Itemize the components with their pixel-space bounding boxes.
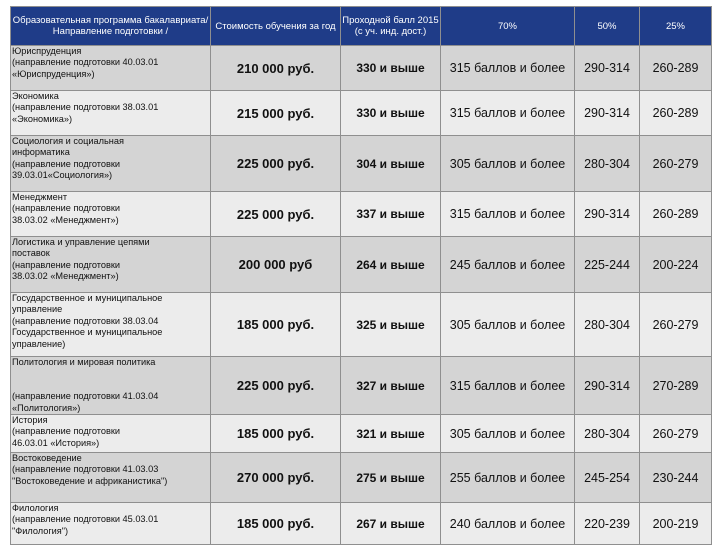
header-pass-score: Проходной балл 2015 (с уч. инд. дост.) [341,7,441,46]
pct70-cell: 240 баллов и более [441,503,575,545]
program-cell: Государственное и муниципальное управление (направление подготовки 38.03.04 Государственное и муниципальное управление) [11,293,211,357]
pct70-cell: 315 баллов и более [441,357,575,415]
pct70-cell: 315 баллов и более [441,192,575,237]
pct50-cell: 290-314 [575,91,640,136]
header-row [11,7,712,46]
program-cell: История (направление подготовки 46.03.01 «История») [11,415,211,453]
pass-score-cell: 321 и выше [341,415,441,453]
pass-score-cell: 330 и выше [341,91,441,136]
pct50-cell: 225-244 [575,237,640,293]
pct70-cell: 305 баллов и более [441,136,575,192]
pass-score-cell: 275 и выше [341,453,441,503]
pass-score-cell: 267 и выше [341,503,441,545]
header-70-percent: 70% [441,7,575,46]
pct70-cell: 315 баллов и более [441,91,575,136]
pct50-cell: 290-314 [575,46,640,91]
header-25-percent: 25% [640,7,712,46]
pct70-cell: 255 баллов и более [441,453,575,503]
table-row [11,46,712,91]
cost-cell: 225 000 руб. [211,192,341,237]
table-row [11,357,712,415]
pct25-cell: 230-244 [640,453,712,503]
cost-cell: 185 000 руб. [211,503,341,545]
cost-cell: 185 000 руб. [211,293,341,357]
table-row [11,503,712,545]
cost-cell: 215 000 руб. [211,91,341,136]
table-row [11,415,712,453]
header-50-percent: 50% [575,7,640,46]
pct50-cell: 245-254 [575,453,640,503]
pass-score-cell: 337 и выше [341,192,441,237]
pct25-cell: 200-224 [640,237,712,293]
table-row [11,237,712,293]
table-row [11,136,712,192]
pct25-cell: 260-289 [640,46,712,91]
pct50-cell: 280-304 [575,293,640,357]
table-row [11,91,712,136]
tuition-table [10,6,712,545]
pass-score-cell: 264 и выше [341,237,441,293]
header-program: Образовательная программа бакалавриата/ Направление подготовки / [11,7,211,46]
pct25-cell: 260-279 [640,136,712,192]
pass-score-cell: 325 и выше [341,293,441,357]
header-cost: Стоимость обучения за год [211,7,341,46]
cost-cell: 185 000 руб. [211,415,341,453]
pass-score-cell: 304 и выше [341,136,441,192]
pct25-cell: 260-289 [640,91,712,136]
pct50-cell: 280-304 [575,136,640,192]
program-cell: Востоковедение (направление подготовки 41.03.03 "Востоковедение и африканистика") [11,453,211,503]
pct25-cell: 200-219 [640,503,712,545]
cost-cell: 225 000 руб. [211,136,341,192]
pass-score-cell: 330 и выше [341,46,441,91]
pct50-cell: 280-304 [575,415,640,453]
table-row [11,192,712,237]
cost-cell: 210 000 руб. [211,46,341,91]
program-cell: Юриспруденция (направление подготовки 40.03.01 «Юриспруденция») [11,46,211,91]
cost-cell: 270 000 руб. [211,453,341,503]
program-cell: Менеджмент (направление подготовки 38.03.02 «Менеджмент») [11,192,211,237]
program-cell: Логистика и управление цепями поставок (направление подготовки 38.03.02 «Менеджмент») [11,237,211,293]
program-cell: Филология (направление подготовки 45.03.01 "Филология") [11,503,211,545]
pct25-cell: 260-279 [640,293,712,357]
pct70-cell: 315 баллов и более [441,46,575,91]
pct70-cell: 305 баллов и более [441,415,575,453]
pass-score-cell: 327 и выше [341,357,441,415]
pct50-cell: 290-314 [575,357,640,415]
pct50-cell: 290-314 [575,192,640,237]
table-row [11,453,712,503]
pct25-cell: 260-289 [640,192,712,237]
pct70-cell: 245 баллов и более [441,237,575,293]
program-cell: Экономика (направление подготовки 38.03.01 «Экономика») [11,91,211,136]
pct25-cell: 270-289 [640,357,712,415]
cost-cell: 200 000 руб [211,237,341,293]
pct50-cell: 220-239 [575,503,640,545]
program-cell: Политология и мировая политика (направление подготовки 41.03.04 «Политология») [11,357,211,415]
cost-cell: 225 000 руб. [211,357,341,415]
pct70-cell: 305 баллов и более [441,293,575,357]
program-cell: Социология и социальная информатика (направление подготовки 39.03.01«Социология») [11,136,211,192]
table-row [11,293,712,357]
pct25-cell: 260-279 [640,415,712,453]
